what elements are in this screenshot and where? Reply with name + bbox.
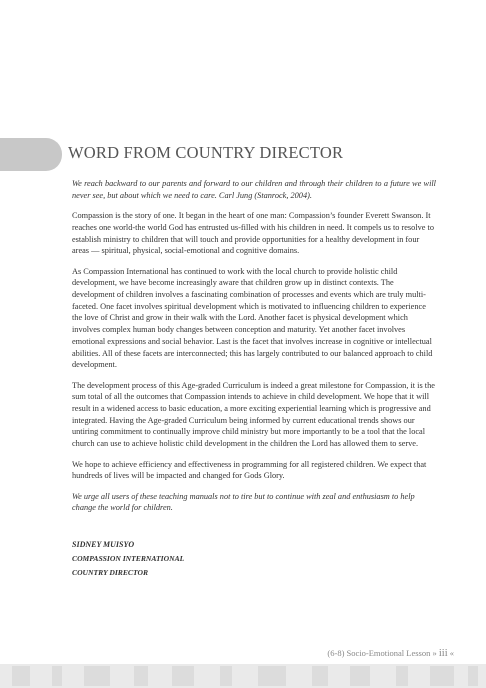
band-pattern-mark — [134, 666, 148, 686]
band-pattern-mark — [12, 666, 30, 686]
footer-series: (6-8) Socio-Emotional Lesson — [327, 648, 431, 658]
band-pattern-mark — [430, 666, 454, 686]
footer-separator-right: « — [449, 648, 454, 658]
footer-decorative-band — [0, 664, 486, 688]
body-paragraph-1: Compassion is the story of one. It began in the heart of one man: Compassion’s founder Everett Swanson. It reaches one world-the world God has entrusted us-filled with his children in need. It compels us to resolve to establish ministry to children that will touch and provide opportunities for a healthy development in four areas — spiritual, physical, social-emotional and cognitive domains. — [72, 211, 434, 256]
band-pattern-mark — [52, 666, 62, 686]
band-pattern-mark — [468, 666, 478, 686]
page-number: iii — [438, 648, 448, 659]
signatory-name: SIDNEY MUISYO — [72, 540, 135, 550]
body-paragraph-3: The development process of this Age-graded Curriculum is indeed a great milestone for Compassion, it is the sum total of all the outcomes that Compassion intends to achieve in child development. We hope that it will result in a widened access to basic education, a more exciting experiential learning which is progressive and integrated. Having the Age-graded Curriculum being informed by current educational trends shows our untiring commitment to continually improve child ministry but more importantly to be a tool that the local church can use to achieve holistic child development in the children the Lord has allowed them to serve. — [72, 380, 435, 449]
band-pattern-mark — [312, 666, 328, 686]
body-paragraph-2: As Compassion International has continued to work with the local church to provide holistic child development, we have become increasingly aware that children grow up in distinct contexts. The development of children involves a fascinating combination of processes and events which are truly multi-faceted. One facet involves spiritual development which is motivated to influencing children to experience the love of Christ and grow in their walk with the Lord. Another facet is physical development which involves complex human body changes between conception and maturity. Yet another facet involves emotional expressions and social behavior. Last is the facet that involves increase in cognitive or intellectual abilities. All of these facets are interconnected; this has largely contributed to our balanced approach to child development. — [72, 266, 433, 370]
closing-paragraph: We urge all users of these teaching manuals not to tire but to continue with zeal and enthusiasm to help change the world for children. — [72, 491, 415, 513]
band-pattern-mark — [220, 666, 232, 686]
heading-tab-decoration — [0, 138, 62, 171]
band-pattern-mark — [84, 666, 110, 686]
body-paragraph-4: We hope to achieve efficiency and effectiveness in programming for all registered children. We expect that hundreds of lives will be impacted and changed for Gods Glory. — [72, 459, 427, 481]
letter-body — [72, 178, 436, 580]
band-pattern-mark — [258, 666, 286, 686]
band-pattern-mark — [396, 666, 408, 686]
page-title: WORD FROM COUNTRY DIRECTOR — [68, 143, 344, 162]
signature-block — [72, 538, 436, 580]
band-pattern-mark — [350, 666, 370, 686]
quote-paragraph: We reach backward to our parents and forward to our children and through their children to a future we will never see, but about which we need to care. Carl Jung (Stanrock, 2004). — [72, 179, 436, 200]
page-footer — [327, 648, 454, 659]
footer-separator-left: » — [432, 648, 437, 658]
signatory-organization: COMPASSION INTERNATIONAL — [72, 554, 185, 564]
band-pattern-mark — [172, 666, 194, 686]
signatory-title: COUNTRY DIRECTOR — [72, 568, 149, 578]
